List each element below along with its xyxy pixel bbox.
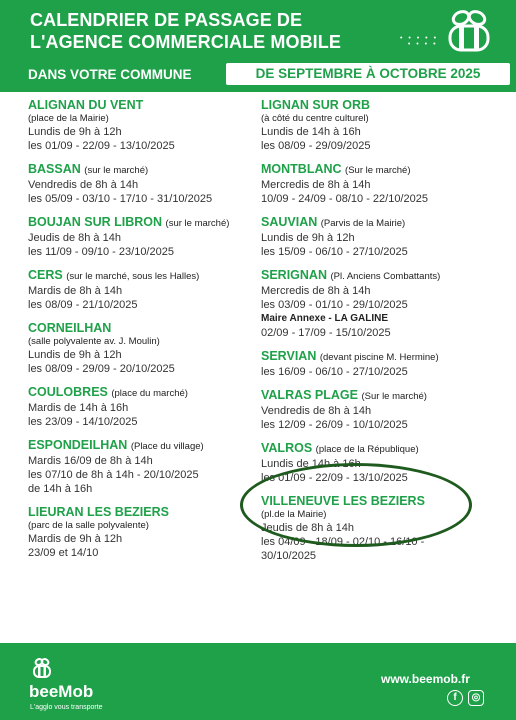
commune-name: VILLENEUVE LES BEZIERS: [261, 494, 425, 508]
schedule-line: Lundis de 9h à 12h: [28, 126, 122, 138]
schedule-line: les 16/09 - 06/10 - 27/10/2025: [261, 366, 408, 378]
commune-name: BASSAN: [28, 162, 81, 176]
location-note: (sur le marché, sous les Halles): [66, 271, 200, 282]
commune-name-row: [28, 268, 250, 284]
commune-entry: [28, 268, 250, 312]
location-sub: (pl.de la Mairie): [261, 509, 327, 520]
commune-name: BOUJAN SUR LIBRON: [28, 215, 163, 229]
commune-name: CORNEILHAN: [28, 321, 112, 335]
commune-name: SERIGNAN: [261, 268, 327, 282]
commune-name: COULOBRES: [28, 385, 108, 399]
subtitle-commune: DANS VOTRE COMMUNE: [28, 67, 192, 82]
commune-name-row: [261, 268, 511, 284]
schedule-line: Jeudis de 8h à 14h: [261, 522, 354, 534]
schedule-line: Mercredis de 8h à 14h: [261, 285, 371, 297]
location-note: (place du marché): [111, 388, 188, 399]
commune-name: SERVIAN: [261, 349, 317, 363]
annex-schedule-line: 02/09 - 17/09 - 15/10/2025: [261, 327, 391, 339]
schedule-line: Vendredis de 8h à 14h: [261, 405, 372, 417]
location-note: (place de la République): [315, 444, 419, 455]
website-link[interactable]: www.beemob.fr: [381, 672, 470, 686]
commune-entry: [261, 388, 511, 432]
location-sub: (parc de la salle polyvalente): [28, 520, 149, 531]
commune-name-row: [261, 441, 511, 457]
bee-logo-icon: [443, 8, 495, 54]
commune-name: VALRAS PLAGE: [261, 388, 358, 402]
schedule-line: Lundis de 9h à 12h: [28, 349, 122, 361]
location-note: (sur le marché): [84, 165, 149, 176]
schedule-line: Lundis de 14h à 16h: [261, 458, 361, 470]
schedule-line: les 23/09 - 14/10/2025: [28, 416, 138, 428]
commune-name-row: [261, 349, 511, 365]
schedule-line: 30/10/2025: [261, 550, 317, 562]
schedule-line: les 08/09 - 21/10/2025: [28, 299, 138, 311]
title-line-2: L'AGENCE COMMERCIALE MOBILE: [30, 32, 341, 52]
location-sub: (salle polyvalente av. J. Moulin): [28, 336, 160, 347]
schedule-line: Mardis de 8h à 14h: [28, 285, 123, 297]
commune-name-row: [28, 321, 250, 336]
location-sub: (place de la Mairie): [28, 113, 109, 124]
commune-entry: [28, 505, 250, 560]
commune-name-row: [28, 438, 250, 454]
commune-name: CERS: [28, 268, 63, 282]
footer-brand: beeMob: [29, 682, 94, 701]
commune-name: ESPONDEILHAN: [28, 438, 128, 452]
instagram-icon[interactable]: ◎: [468, 690, 484, 706]
commune-name-row: [261, 98, 511, 113]
highlight-circle-valros: [240, 463, 472, 547]
schedule-line: 10/09 - 24/09 - 08/10 - 22/10/2025: [261, 193, 428, 205]
schedule-line: les 15/09 - 06/10 - 27/10/2025: [261, 246, 408, 258]
commune-entry: [261, 268, 511, 340]
commune-entry: [28, 215, 250, 259]
schedule-line: Mardis de 9h à 12h: [28, 533, 123, 545]
commune-name-row: [28, 385, 250, 401]
location-note: (Sur le marché): [345, 165, 411, 176]
commune-entry: [28, 321, 250, 376]
commune-name-row: [28, 505, 250, 520]
commune-name-row: [28, 162, 250, 178]
title-line-1: CALENDRIER DE PASSAGE DE: [30, 10, 303, 30]
commune-entry: [261, 162, 511, 206]
commune-name: LIEURAN LES BEZIERS: [28, 505, 169, 519]
schedule-line: les 11/09 - 09/10 - 23/10/2025: [28, 246, 174, 258]
commune-entry: [261, 98, 511, 153]
left-column: [28, 98, 250, 569]
schedule-line: les 01/09 - 22/09 - 13/10/2025: [28, 140, 175, 152]
location-note: (Pl. Anciens Combattants): [330, 271, 441, 282]
location-note: (sur le marché): [165, 218, 230, 229]
commune-name-row: [28, 215, 250, 231]
schedule-line: Mardis 16/09 de 8h à 14h: [28, 455, 153, 467]
commune-name-row: [261, 162, 511, 178]
commune-entry: [261, 349, 511, 379]
schedule-line: Lundis de 9h à 12h: [261, 232, 355, 244]
commune-entry: [28, 98, 250, 153]
schedule-line: Mardis de 14h à 16h: [28, 402, 129, 414]
page-title: [30, 9, 341, 53]
schedule-line: les 08/09 - 29/09/2025: [261, 140, 371, 152]
schedule-line: les 05/09 - 03/10 - 17/10 - 31/10/2025: [28, 193, 213, 205]
schedule-line: les 04/09 - 18/09 - 02/10 - 16/10 -: [261, 536, 425, 548]
schedule-line: 23/09 et 14/10: [28, 547, 99, 559]
commune-name: MONTBLANC: [261, 162, 342, 176]
commune-entry: [28, 438, 250, 496]
schedule-line: les 08/09 - 29/09 - 20/10/2025: [28, 363, 175, 375]
schedule-line: les 01/09 - 22/09 - 13/10/2025: [261, 472, 408, 484]
location-sub: (à côté du centre culturel): [261, 113, 369, 124]
commune-entry: [261, 215, 511, 259]
bee-small-icon: [32, 657, 52, 679]
commune-name: LIGNAN SUR ORB: [261, 98, 371, 112]
subtitle-period: DE SEPTEMBRE À OCTOBRE 2025: [226, 63, 510, 85]
commune-name: VALROS: [261, 441, 313, 455]
location-note: (Parvis de la Mairie): [320, 218, 406, 229]
facebook-icon[interactable]: f: [447, 690, 463, 706]
schedule-line: Vendredis de 8h à 14h: [28, 179, 139, 191]
schedule-line: de 14h à 16h: [28, 483, 93, 495]
commune-name: SAUVIAN: [261, 215, 318, 229]
schedule-line: les 03/09 - 01/10 - 29/10/2025: [261, 299, 408, 311]
dots-decoration: • • • • • • • • •: [400, 35, 439, 48]
commune-name: ALIGNAN DU VENT: [28, 98, 144, 112]
commune-name-row: [261, 215, 511, 231]
annex-label: Maire Annexe - LA GALINE: [261, 313, 389, 324]
commune-entry: [28, 385, 250, 429]
schedule-line: les 12/09 - 26/09 - 10/10/2025: [261, 419, 408, 431]
commune-name-row: [261, 388, 511, 404]
location-note: (devant piscine M. Hermine): [319, 352, 439, 363]
footer-tagline: L'agglo vous transporte: [30, 704, 103, 711]
schedule-line: Jeudis de 8h à 14h: [28, 232, 121, 244]
schedule-line: les 07/10 de 8h à 14h - 20/10/2025: [28, 469, 199, 481]
location-note: (Sur le marché): [361, 391, 427, 402]
commune-entry: [28, 162, 250, 206]
location-note: (Place du village): [130, 441, 204, 452]
schedule-line: Lundis de 14h à 16h: [261, 126, 361, 138]
commune-name-row: [28, 98, 250, 113]
schedule-line: Mercredis de 8h à 14h: [261, 179, 371, 191]
